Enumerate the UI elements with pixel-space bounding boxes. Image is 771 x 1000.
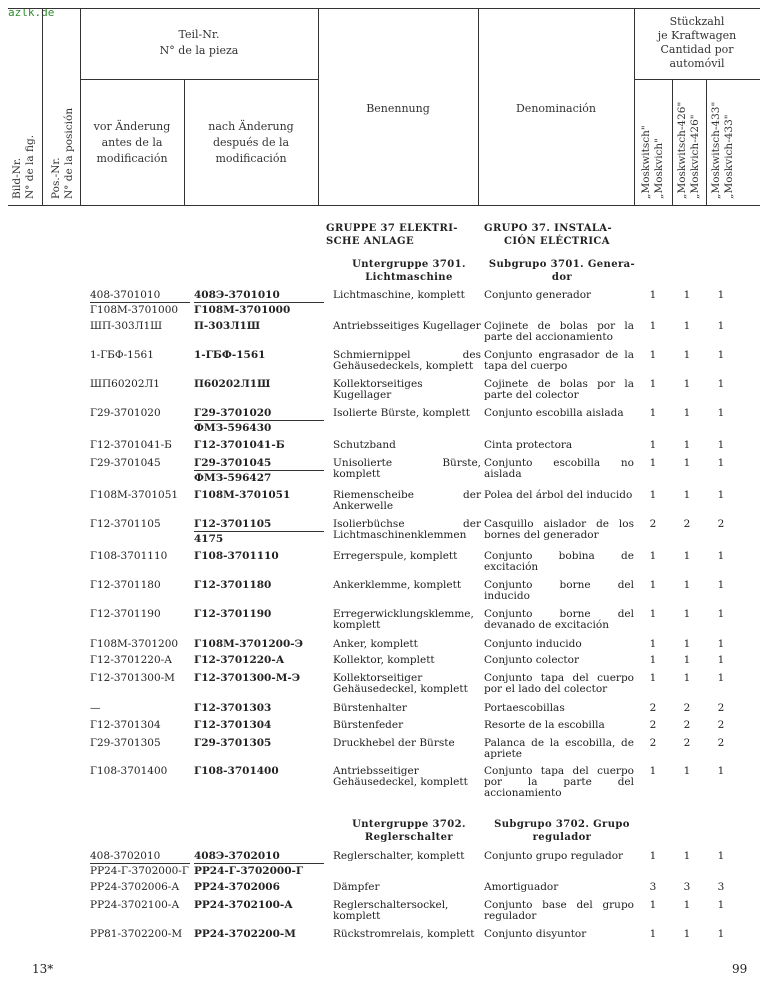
qty-moskvich-433: 1: [717, 439, 725, 451]
qty-moskvich-433: 2: [717, 719, 725, 731]
qty-moskvich-433: 3: [717, 881, 725, 893]
denominacion-cell: Conjunto colector: [484, 654, 579, 666]
teil-nr-header: Teil-Nr. N° de la pieza: [159, 28, 239, 57]
qty-moskvich-426: 1: [683, 638, 691, 650]
benennung-cell: Kollektorseitiges Kugellager: [333, 378, 423, 401]
moskvich-433-column-header: „Moskwitsch-433" „Moskvich-433": [710, 101, 735, 199]
benennung-cell: Bürstenhalter: [333, 702, 407, 714]
denominacion-cell: Casquillo aislador de los bornes del generador: [484, 518, 634, 541]
benennung-cell: Druckhebel der Bürste: [333, 737, 455, 749]
benennung-cell: Antriebsseitiges Kugellager: [333, 320, 481, 332]
qty-moskvich-426: 1: [683, 439, 691, 451]
qty-moskvich-426: 1: [683, 608, 691, 620]
benennung-cell: Bürstenfeder: [333, 719, 404, 731]
denominacion-cell: Conjunto base del grupo regulador: [484, 899, 634, 922]
qty-moskvich-433: 1: [717, 638, 725, 650]
moskvich-426-column-header: „Moskwitsch-426" „Moskvich-426": [676, 101, 701, 199]
qty-moskvich-433: 2: [717, 737, 725, 749]
qty-moskvich-426: 1: [683, 289, 691, 301]
qty-moskvich-433: 1: [717, 289, 725, 301]
new-part-number: 1-ГБФ-1561: [194, 349, 266, 361]
benennung-cell: Erregerwicklungsklemme, komplett: [333, 608, 474, 631]
denominacion-cell: Conjunto inducido: [484, 638, 582, 650]
qty-moskvich-433: 1: [717, 765, 725, 777]
old-part-number: Г29-3701045: [90, 457, 161, 469]
watermark: azlk.de: [8, 6, 55, 19]
qty-moskvich: 1: [649, 289, 657, 301]
denominacion-cell: Palanca de la escobilla, de apriete: [484, 737, 634, 760]
new-part-number: Г12-3701220-А: [194, 654, 285, 666]
qty-moskvich-426: 1: [683, 765, 691, 777]
qty-moskvich-426: 2: [683, 719, 691, 731]
new-part-number: Г12-3701190: [194, 608, 272, 620]
benennung-cell: Unisolierte Bürste, komplett: [333, 457, 481, 480]
new-part-number: Г12-3701300-М-Э: [194, 672, 301, 684]
qty-moskvich: 1: [649, 457, 657, 469]
denominacion-cell: Cojinete de bolas por la parte del accionamiento: [484, 320, 634, 343]
new-part-number: Г12-3701105 4175: [194, 519, 324, 545]
qty-moskvich: 2: [649, 737, 657, 749]
old-part-number: Г12-3701180: [90, 579, 161, 591]
qty-moskvich-426: 1: [683, 579, 691, 591]
qty-moskvich: 1: [649, 608, 657, 620]
new-part-number: Г29-3701045 ФМЗ-596427: [194, 458, 324, 484]
old-part-number: РР81-3702200-М: [90, 928, 183, 940]
qty-moskvich: 2: [649, 702, 657, 714]
benennung-cell: Dämpfer: [333, 881, 380, 893]
qty-moskvich: 1: [649, 899, 657, 911]
old-part-number: Г12-3701304: [90, 719, 161, 731]
qty-moskvich: 1: [649, 638, 657, 650]
old-part-number: Г29-3701020: [90, 407, 161, 419]
new-part-number: РР24-3702006: [194, 881, 280, 893]
qty-moskvich: 1: [649, 378, 657, 390]
old-part-number: РР24-3702100-А: [90, 899, 180, 911]
denominacion-cell: Conjunto grupo regulador: [484, 850, 624, 862]
qty-moskvich-433: 1: [717, 349, 725, 361]
new-part-number: Г29-3701305: [194, 737, 272, 749]
nach-aenderung-header: nach Änderung después de la modificación: [208, 120, 294, 165]
qty-moskvich: 1: [649, 489, 657, 501]
denominacion-cell: Polea del árbol del inducido: [484, 489, 633, 501]
old-part-number: Г108М-3701051: [90, 489, 179, 501]
benennung-cell: Erregerspule, komplett: [333, 550, 458, 562]
benennung-cell: Kollektorseitiger Gehäusedeckel, komplett: [333, 672, 468, 695]
qty-moskvich: 1: [649, 765, 657, 777]
qty-moskvich: 1: [649, 550, 657, 562]
qty-moskvich-426: 2: [683, 702, 691, 714]
new-part-number: П60202Л1Ш: [194, 378, 271, 390]
denominacion-cell: Cojinete de bolas por la parte del colector: [484, 378, 634, 401]
old-part-number: Г108-3701110: [90, 550, 168, 562]
denominacion-cell: Conjunto engrasador de la tapa del cuerpo: [484, 349, 634, 372]
qty-moskvich: 2: [649, 719, 657, 731]
qty-moskvich-426: 1: [683, 320, 691, 332]
old-part-number: 1-ГБФ-1561: [90, 349, 154, 361]
old-part-number: Г108М-3701200: [90, 638, 179, 650]
benennung-cell: Reglerschalter, komplett: [333, 850, 465, 862]
qty-moskvich: 1: [649, 672, 657, 684]
subgroup-3702-de: Untergruppe 3702. Reglerschalter: [352, 819, 466, 843]
qty-moskvich-433: 1: [717, 579, 725, 591]
qty-moskvich-426: 1: [683, 457, 691, 469]
qty-moskvich: 2: [649, 518, 657, 530]
pos-nr-label: Pos.-Nr. N° de la posición: [50, 107, 75, 199]
subgroup-3701-de: Untergruppe 3701. Lichtmaschine: [352, 259, 466, 283]
qty-moskvich: 1: [649, 349, 657, 361]
benennung-cell: Antriebsseitiger Gehäusedeckel, komplett: [333, 765, 468, 788]
qty-moskvich: 1: [649, 654, 657, 666]
group-title-de: GRUPPE 37 ELEKTRI- SCHE ANLAGE: [326, 223, 458, 247]
denominacion-cell: Conjunto borne del devanado de excitación: [484, 608, 634, 631]
old-part-number: Г12-3701041-Б: [90, 439, 172, 451]
subgroup-3702-es: Subgrupo 3702. Grupo regulador: [494, 819, 630, 843]
denominacion-cell: Amortiguador: [484, 881, 559, 893]
qty-moskvich-426: 1: [683, 850, 691, 862]
qty-moskvich-433: 1: [717, 850, 725, 862]
old-part-number: —: [90, 702, 101, 714]
qty-moskvich: 3: [649, 881, 657, 893]
qty-moskvich-433: 1: [717, 320, 725, 332]
old-part-number: Г12-3701220-А: [90, 654, 173, 666]
qty-moskvich-426: 1: [683, 550, 691, 562]
old-part-number: Г29-3701305: [90, 737, 161, 749]
denominacion-cell: Conjunto disyuntor: [484, 928, 587, 940]
benennung-cell: Reglerschaltersockel, komplett: [333, 899, 449, 922]
new-part-number: РР24-3702100-А: [194, 899, 293, 911]
qty-moskvich-426: 1: [683, 899, 691, 911]
old-part-number: Г12-3701300-М: [90, 672, 175, 684]
qty-moskvich-426: 1: [683, 928, 691, 940]
old-part-number: 408-3701010 Г108М-3701000: [90, 290, 190, 316]
qty-moskvich-433: 1: [717, 608, 725, 620]
denominacion-cell: Conjunto bobina de excitación: [484, 550, 634, 573]
table-header: [8, 8, 760, 206]
new-part-number: Г12-3701041-Б: [194, 439, 285, 451]
denominacion-cell: Conjunto escobilla no aislada: [484, 457, 634, 480]
qty-moskvich-433: 1: [717, 489, 725, 501]
new-part-number: Г12-3701303: [194, 702, 272, 714]
new-part-number: Г12-3701180: [194, 579, 272, 591]
qty-moskvich: 1: [649, 928, 657, 940]
qty-moskvich-433: 1: [717, 672, 725, 684]
old-part-number: РР24-3702006-А: [90, 881, 180, 893]
qty-moskvich-426: 1: [683, 654, 691, 666]
stueckzahl-header: Stückzahl je Kraftwagen Cantidad por automóvil: [657, 15, 737, 70]
qty-moskvich-433: 2: [717, 702, 725, 714]
moskvich-column-header: „Moskwitsch" „Moskvich": [640, 125, 665, 199]
new-part-number: 408Э-3702010 РР24-Г-3702000-Г: [194, 851, 324, 877]
old-part-number: Г12-3701190: [90, 608, 161, 620]
qty-moskvich: 1: [649, 850, 657, 862]
denominacion-cell: Cinta protectora: [484, 439, 573, 451]
benennung-cell: Rückstromrelais, komplett: [333, 928, 475, 940]
new-part-number: Г108-3701110: [194, 550, 279, 562]
qty-moskvich: 1: [649, 579, 657, 591]
bild-nr-label: Bild-Nr. N° de la fig.: [11, 134, 36, 199]
qty-moskvich-433: 1: [717, 457, 725, 469]
new-part-number: РР24-3702200-М: [194, 928, 296, 940]
qty-moskvich-426: 3: [683, 881, 691, 893]
old-part-number: 408-3702010 РР24-Г-3702000-Г: [90, 850, 189, 877]
qty-moskvich: 1: [649, 439, 657, 451]
benennung-cell: Schmiernippel des Gehäusedeckels, komplett: [333, 349, 481, 372]
vor-aenderung-header: vor Änderung antes de la modificación: [93, 120, 171, 165]
old-part-number: Г12-3701105: [90, 518, 161, 530]
denominacion-cell: Portaescobillas: [484, 702, 565, 714]
new-part-number: П-303Л1Ш: [194, 320, 261, 332]
old-part-number: ШП60202Л1: [90, 378, 160, 390]
benennung-cell: Riemenscheibe der Ankerwelle: [333, 489, 481, 512]
qty-moskvich-433: 1: [717, 928, 725, 940]
denominacion-header: Denominación: [515, 102, 596, 115]
footer-left-number: 13*: [32, 962, 54, 976]
benennung-cell: Isolierte Bürste, komplett: [333, 407, 470, 419]
qty-moskvich-433: 1: [717, 378, 725, 390]
denominacion-cell: Conjunto borne del inducido: [484, 579, 634, 602]
new-part-number: Г12-3701304: [194, 719, 272, 731]
benennung-cell: Kollektor, komplett: [333, 654, 435, 666]
old-part-number: Г108-3701400: [90, 765, 168, 777]
new-part-number: 408Э-3701010 Г108М-3701000: [194, 290, 324, 316]
new-part-number: Г108М-3701051: [194, 489, 291, 501]
group-title-es: GRUPO 37. INSTALA- CIÓN ELÉCTRICA: [484, 223, 612, 247]
benennung-cell: Isolierbüchse der Lichtmaschinenklemmen: [333, 518, 481, 541]
new-part-number: Г108-3701400: [194, 765, 279, 777]
qty-moskvich-426: 1: [683, 672, 691, 684]
benennung-cell: Schutzband: [333, 439, 396, 451]
new-part-number: Г108М-3701200-Э: [194, 638, 303, 650]
qty-moskvich: 1: [649, 407, 657, 419]
denominacion-cell: Conjunto tapa del cuerpo por la parte del accionamiento: [484, 765, 634, 799]
qty-moskvich-426: 1: [683, 407, 691, 419]
qty-moskvich-433: 1: [717, 899, 725, 911]
denominacion-cell: Conjunto tapa del cuerpo por el lado del colector: [484, 672, 634, 695]
denominacion-cell: Resorte de la escobilla: [484, 719, 605, 731]
qty-moskvich-433: 2: [717, 518, 725, 530]
benennung-cell: Lichtmaschine, komplett: [333, 289, 465, 301]
benennung-header: Benennung: [366, 102, 430, 115]
qty-moskvich-426: 1: [683, 489, 691, 501]
qty-moskvich-433: 1: [717, 654, 725, 666]
new-part-number: Г29-3701020 ФМЗ-596430: [194, 408, 324, 434]
qty-moskvich-426: 1: [683, 349, 691, 361]
denominacion-cell: Conjunto escobilla aislada: [484, 407, 624, 419]
subgroup-3701-es: Subgrupo 3701. Genera- dor: [488, 259, 636, 283]
benennung-cell: Ankerklemme, komplett: [333, 579, 462, 591]
qty-moskvich-426: 1: [683, 378, 691, 390]
qty-moskvich-426: 2: [683, 737, 691, 749]
old-part-number: ШП-303Л1Ш: [90, 320, 163, 332]
qty-moskvich-433: 1: [717, 550, 725, 562]
benennung-cell: Anker, komplett: [333, 638, 418, 650]
denominacion-cell: Conjunto generador: [484, 289, 592, 301]
qty-moskvich: 1: [649, 320, 657, 332]
page-number: 99: [732, 962, 748, 976]
qty-moskvich-426: 2: [683, 518, 691, 530]
qty-moskvich-433: 1: [717, 407, 725, 419]
